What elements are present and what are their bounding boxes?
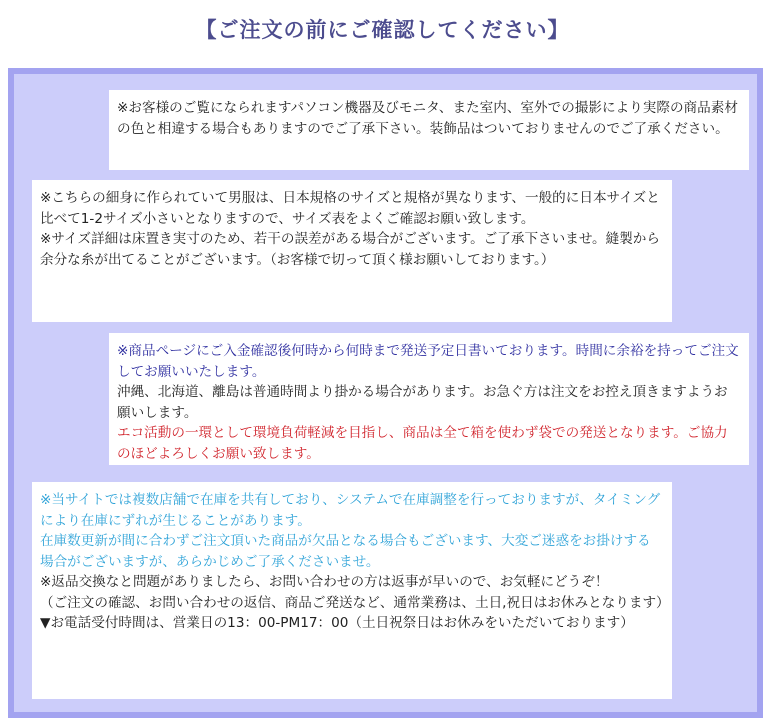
notice-returns: ※返品交換なと問題がありましたら、お問い合わせの方は返事が早いので、お気軽にどうぞ！	[40, 574, 609, 590]
notice-text: ※サイズ詳細は床置き実寸のため、若干の誤差がある場合がございます。ご了承下さいませ。縫製から余分な糸が出てることがございます。（お客様で切って頂く様お願いしております。）	[40, 231, 660, 268]
notice-phone-hours: ▼お電話受付時間は、営業日の13：00-PM17：00（土日祝祭日はお休みをいただいております）	[40, 615, 634, 631]
notice-eco-packaging: エコ活動の一環として環境負荷軽減を目指し、商品は全て箱を使わず袋での発送となります。ご協力のほどよろしくお願い致します。	[117, 425, 728, 462]
notice-stock-shortage: 在庫数更新が間に合わずご注文頂いた商品が欠品となる場合もございます、大変ご迷惑をお掛けする場合がございますが、あらかじめご了承くださいませ。	[40, 533, 651, 570]
notice-business-days: （ご注文の確認、お問い合わせの返信、商品ご発送など、通常業務は、土日,祝日はお休みとなります）	[40, 594, 670, 611]
notice-stock-sharing: ※当サイトでは複数店舗で在庫を共有しており、システムで在庫調整を行っておりますが、タイミングにより在庫にずれが生じることがあります。	[40, 492, 661, 529]
notice-size-info	[32, 180, 672, 322]
notice-color-disclaimer	[109, 90, 749, 170]
notice-text: ※こちらの細身に作られていて男服は、日本規格のサイズと規格が異なります、一般的に日本サイズと比べて1-2サイズ小さいとなりますので、サイズ表をよくご確認お願い致します。	[40, 190, 660, 227]
notice-panel	[8, 68, 763, 718]
notice-stock-contact	[32, 482, 672, 699]
notice-shipping-remote: 沖縄、北海道、離島は普通時間より掛かる場合があります。お急ぐ方は注文をお控え頂きますようお願いします。	[117, 384, 728, 421]
notice-shipping-schedule: ※商品ページにご入金確認後何時から何時まで発送予定日書いております。時間に余裕を持ってご注文してお願いいたします。	[117, 343, 739, 380]
notice-shipping	[109, 333, 749, 465]
page-title: 【ご注文の前にご確認してください】	[195, 18, 570, 42]
notice-text: ※お客様のご覧になられますパソコン機器及びモニタ、また室内、室外での撮影により実際の商品素材の色と相違する場合もありますのでご了承下さい。装飾品はついておりませんのでご了承ください。	[117, 100, 738, 137]
